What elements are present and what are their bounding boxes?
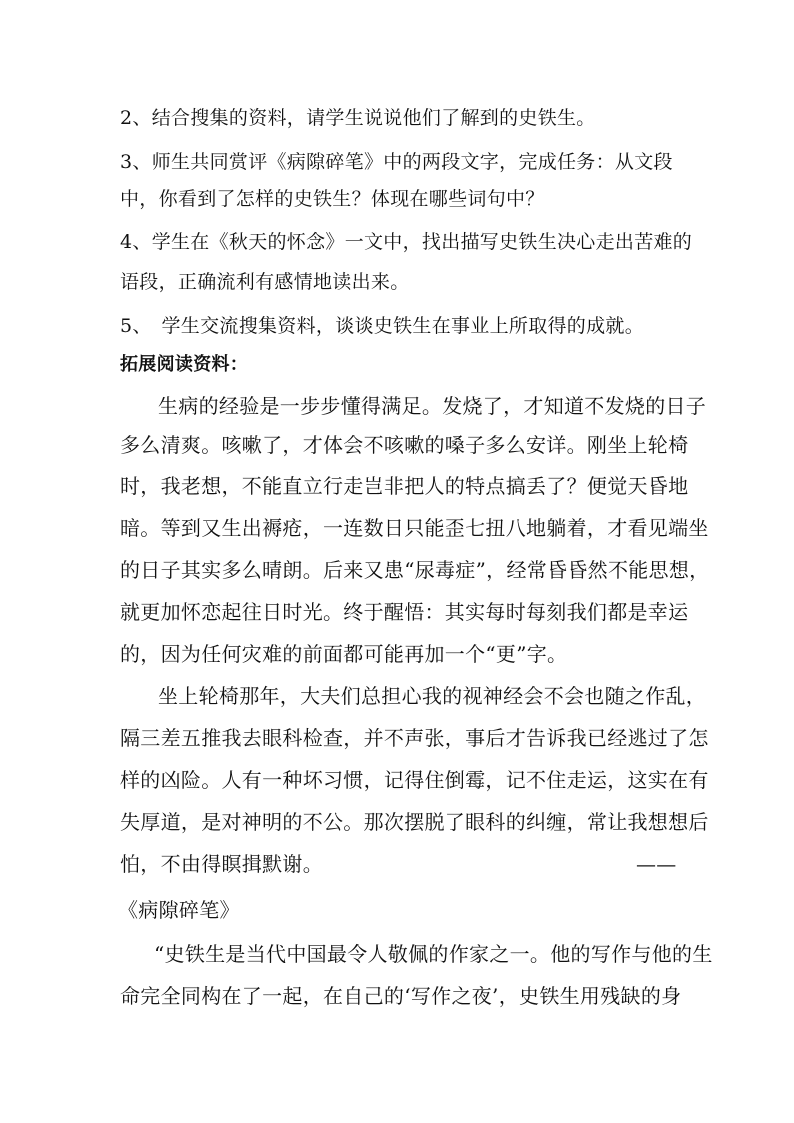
task-line: 中，你看到了怎样的史铁生？体现在哪些词句中？: [120, 188, 545, 210]
passage-line: 生病的经验是一步步懂得满足。发烧了，才知道不发烧的日子: [158, 394, 707, 418]
passage-line: 怕，不由得瞑揖默谢。: [120, 852, 323, 876]
task-line: 3、师生共同赏评《病隙碎笔》中的两段文字，完成任务：从文段: [120, 151, 673, 173]
task-line: 语段，正确流利有感情地读出来。: [120, 271, 410, 293]
passage-line: 的，因为任何灾难的前面都可能再加一个“更”字。: [120, 642, 568, 666]
passage-line: 暗。等到又生出褥疮，一连数日只能歪七扭八地躺着，才看见端坐: [120, 516, 709, 540]
passage-line: 隔三差五推我去眼科检查，并不声张，事后才告诉我已经逃过了怎: [120, 726, 709, 750]
section-heading: 拓展阅读资料：: [120, 354, 249, 375]
passage-line: 坐上轮椅那年，大夫们总担心我的视神经会不会也随之作乱，: [158, 684, 707, 708]
passage-line: 就更加怀恋起往日时光。终于醒悟：其实每时每刻我们都是幸运: [120, 600, 689, 624]
quote-line: 命完全同构在了一起，在自己的‘写作之夜’，史铁生用残缺的身: [120, 984, 682, 1008]
source-title: 《病隙碎笔》: [118, 898, 240, 922]
task-line: 4、学生在《秋天的怀念》一文中，找出描写史铁生决心走出苦难的: [120, 231, 693, 253]
quote-line: “史铁生是当代中国最令人敬佩的作家之一。他的写作与他的生: [154, 942, 713, 966]
passage-line: 的日子其实多么晴朗。后来又患“尿毒症”，经常昏昏然不能思想，: [120, 558, 710, 582]
passage-line: 多么清爽。咳嗽了，才体会不咳嗽的嗓子多么安详。刚坐上轮椅: [120, 433, 689, 457]
passage-line: 时，我老想，不能直立行走岂非把人的特点搞丢了？便觉天昏地: [120, 474, 689, 498]
passage-line: 失厚道，是对神明的不公。那次摆脱了眼科的纠缠，常让我想想后: [120, 810, 709, 834]
passage-line: 样的凶险。人有一种坏习惯，记得住倒霉，记不住走运，这实在有: [120, 768, 709, 792]
task-line: 5、 学生交流搜集资料，谈谈史铁生在事业上所取得的成就。: [120, 315, 644, 337]
attribution-dash: ——: [636, 852, 677, 876]
task-line: 2、结合搜集的资料，请学生说说他们了解到的史铁生。: [120, 107, 596, 129]
